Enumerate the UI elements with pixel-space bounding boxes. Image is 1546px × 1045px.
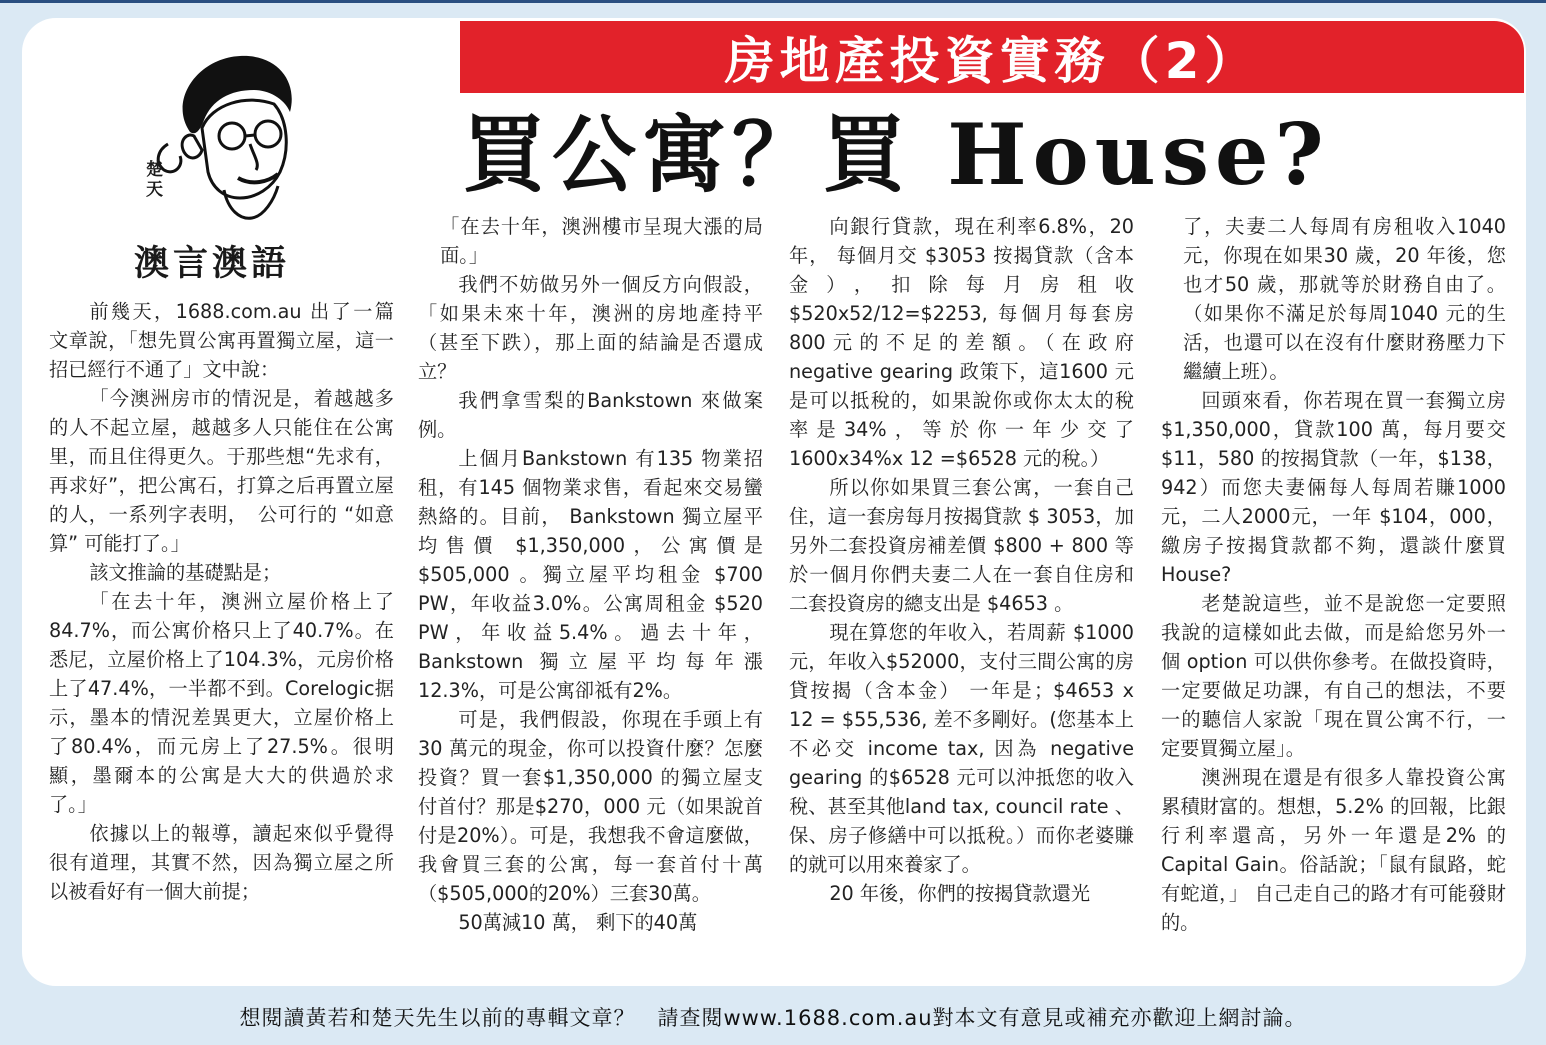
column-name: 澳言澳語	[134, 243, 291, 284]
article-column-4	[1161, 212, 1506, 937]
paragraph: 20 年後，你們的按揭貸款還光	[829, 882, 1091, 905]
paragraph: 可是，我們假設，你現在手頭上有30 萬元的現金，你可以投資什麼？怎麼投資？買一套$1,350,000 的獨立屋支付首付？那是$270，000 元（如果說首付是20%）。可是，我想我不會這麼做，我會買三套的公寓，每一套首付十萬（$505,000的20%）三套30萬。	[418, 708, 763, 905]
paragraph: 了，夫妻二人每周有房租收入1040元，你現在如果30 歲，20 年後，您也才50 歲，那就等於財務自由了。（如果你不滿足於每周1040 元的生活，也還可以在沒有什麼財務壓力下繼續上班）。	[1183, 215, 1506, 383]
paragraph: 所以你如果買三套公寓，一套自己住，這一套房每月按揭貸款 $ 3053，加另外二套投資房補差價 $800 + 800 等於一個月你們夫妻二人在一套自住房和二套投資房的總支出是 $4653 。	[789, 476, 1134, 615]
paragraph: 「在去十年，澳洲樓市呈現大漲的局面。」	[440, 215, 763, 267]
paragraph: 該文推論的基礎點是；	[89, 561, 282, 584]
top-rule	[0, 0, 1546, 3]
paragraph: 依據以上的報導，讀起來似乎覺得很有道理，其實不然，因為獨立屋之所以被看好有一個大前提；	[49, 822, 394, 903]
article-column-2	[418, 212, 763, 937]
paragraph: 回頭來看，你若現在買一套獨立房$1,350,000，貸款100 萬，每月要交$11，580 的按揭貸款（一年，$138，942）而您夫妻倆每人每周若賺1000 元，二人2000元，一年 $104，000，繳房子按揭貸款都不夠，還談什麼買 House?	[1161, 389, 1506, 586]
footer-note: 想閱讀黃若和楚天先生以前的專輯文章？ 請查閱www.1688.com.au對本文有意見或補充亦歡迎上網討論。	[239, 1006, 1307, 1030]
series-title: 房地產投資實務（2）	[724, 32, 1260, 90]
paragraph: 我們不妨做另外一個反方向假設，「如果未來十年，澳洲的房地產持平（甚至下跌），那上面的結論是否還成立？	[418, 273, 763, 383]
headline: 買公寓？買 House?	[462, 105, 1330, 204]
author-signature: 楚天	[146, 160, 163, 200]
paragraph: 「在去十年，澳洲立屋价格上了84.7%，而公寓价格只上了40.7%。在悉尼，立屋价格上了104.3%，元房价格上了47.4%，一半都不到。Corelogic据示，墨本的情況差異更大，立屋价格上了80.4%，而元房上了27.5%。很明顯，墨爾本的公寓是大大的供過於求了。」	[49, 590, 394, 816]
paragraph: 澳洲現在還是有很多人靠投資公寓累積財富的。想想，5.2% 的回報，比銀行利率還高，另外一年還是2% 的 Capital Gain。俗話說；「鼠有鼠路，蛇有蛇道，」 自己走自己的路才有可能發財的。	[1161, 766, 1506, 934]
paragraph: 現在算您的年收入，若周薪 $1000元，年收入$52000，支付三間公寓的房貸按揭（含本金） 一年是；$4653 x 12 = $55,536, 差不多剛好。(您基本上不必交 income tax, 因為 negative gearing 的$6528 元可以沖抵您的收入稅、甚至其他land tax, council rate 、保、房子修繕中可以抵稅。）而你老婆賺的就可以用來養家了。	[789, 621, 1134, 876]
paragraph: 上個月Bankstown 有135 物業招租，有145 個物業求售，看起來交易蠻熱絡的。目前， Bankstown 獨立屋平均售價 $1,350,000，公寓價是 $505,000 。獨立屋平均租金 $700 PW，年收益3.0%。公寓周租金 $520 PW，年收益5.4%。過去十年，Bankstown 獨立屋平均每年漲12.3%，可是公寓卻祗有2%。	[418, 447, 763, 702]
paragraph: 向銀行貸款，現在利率6.8%，20 年， 每個月交 $3053 按揭貸款（含本金），扣除每月房租收 $520x52/12=$2253, 每個月每套房800元的不足的差額。（在政府 negative gearing 政策下，這1600 元是可以抵稅的，如果說你或你太太的稅率是34%，等於你一年少交了1600x34%x 12 =$6528 元的稅。）	[789, 215, 1134, 470]
paragraph: 我們拿雪梨的Bankstown 來做案例。	[418, 389, 763, 441]
paragraph: 老楚說這些，並不是說您一定要照我說的這樣如此去做，而是給您另外一個 option 可以供你參考。在做投資時，一定要做足功課，有自己的想法，不要一的聽信人家說「現在買公寓不行，一定要買獨立屋」。	[1161, 592, 1506, 760]
paragraph: 「今澳洲房市的情況是，着越越多的人不起立屋，越越多人只能住在公寓里，而且住得更久。于那些想“先求有，再求好”，把公寓石，打算之后再置立屋的人，一系列字表明， 公可行的 “如意算” 可能打了。」	[49, 387, 394, 555]
author-caricature-icon	[128, 40, 328, 240]
series-banner	[460, 21, 1524, 93]
paragraph: 50萬減10 萬， 剩下的40萬	[458, 911, 698, 934]
paragraph: 前幾天，1688.com.au 出了一篇文章說，「想先買公寓再置獨立屋，這一招已經行不通了」文中說：	[49, 300, 394, 381]
article-column-1	[49, 297, 394, 906]
article-column-3	[789, 212, 1134, 908]
